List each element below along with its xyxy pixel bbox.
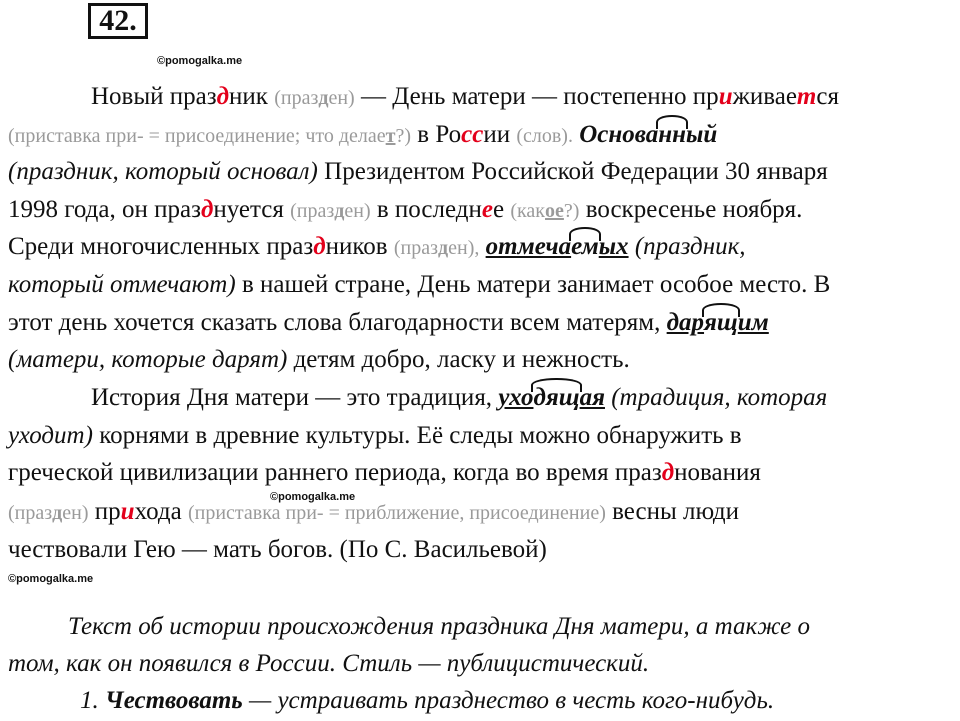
text-line-2: (приставка при- = присоединение; что делает?) в России (слов). Основанный (8, 121, 718, 148)
text-line-8: (матери, которые дарят) детям добро, ласку и нежность. (8, 346, 630, 373)
text-line-4: 1998 года, он празднуется (празден) в последнее (какое?) воскресенье ноября. (8, 196, 803, 223)
exercise-number: 42. (88, 3, 148, 39)
text-line-7: этот день хочется сказать слова благодарности всем матерям, дарящим (8, 309, 769, 336)
text-line-6: который отмечают) в нашей стране, День матери занимает особое место. В (8, 271, 831, 298)
text-line-10: уходит) корнями в древние культуры. Её следы можно обнаружить в (8, 422, 742, 449)
watermark-bottom: ©pomogalka.me (8, 573, 94, 585)
text-line-11: греческой цивилизации раннего периода, когда во время празднования (8, 459, 761, 486)
text-line-12: (празден) прихода (приставка при- = приближение, присоединение) весны люди (8, 498, 740, 525)
text-line-14: Текст об истории происхождения праздника Дня матери, а также о (68, 613, 810, 640)
text-line-3: (праздник, который основал) Президентом Российской Федерации 30 января (8, 158, 828, 185)
watermark-top: ©pomogalka.me (157, 55, 243, 67)
text-line-9: История Дня матери — это традиция, уходящая (традиция, которая (91, 384, 828, 411)
watermark-middle: ©pomogalka.me (270, 491, 356, 503)
text-line-15: том, как он появился в России. Стиль — публицистический. (8, 650, 650, 677)
text-line-13: чествовали Гею — мать богов. (По С. Васильевой) (8, 536, 547, 563)
text-line-1: Новый праздник (празден) — День матери — постепенно приживается (91, 83, 839, 110)
text-line-16: 1. Чествовать — устраивать празднество в честь кого-нибудь. (80, 687, 775, 714)
text-line-5: Среди многочисленных праздников (празден), отмечаемых (праздник, (8, 233, 746, 260)
